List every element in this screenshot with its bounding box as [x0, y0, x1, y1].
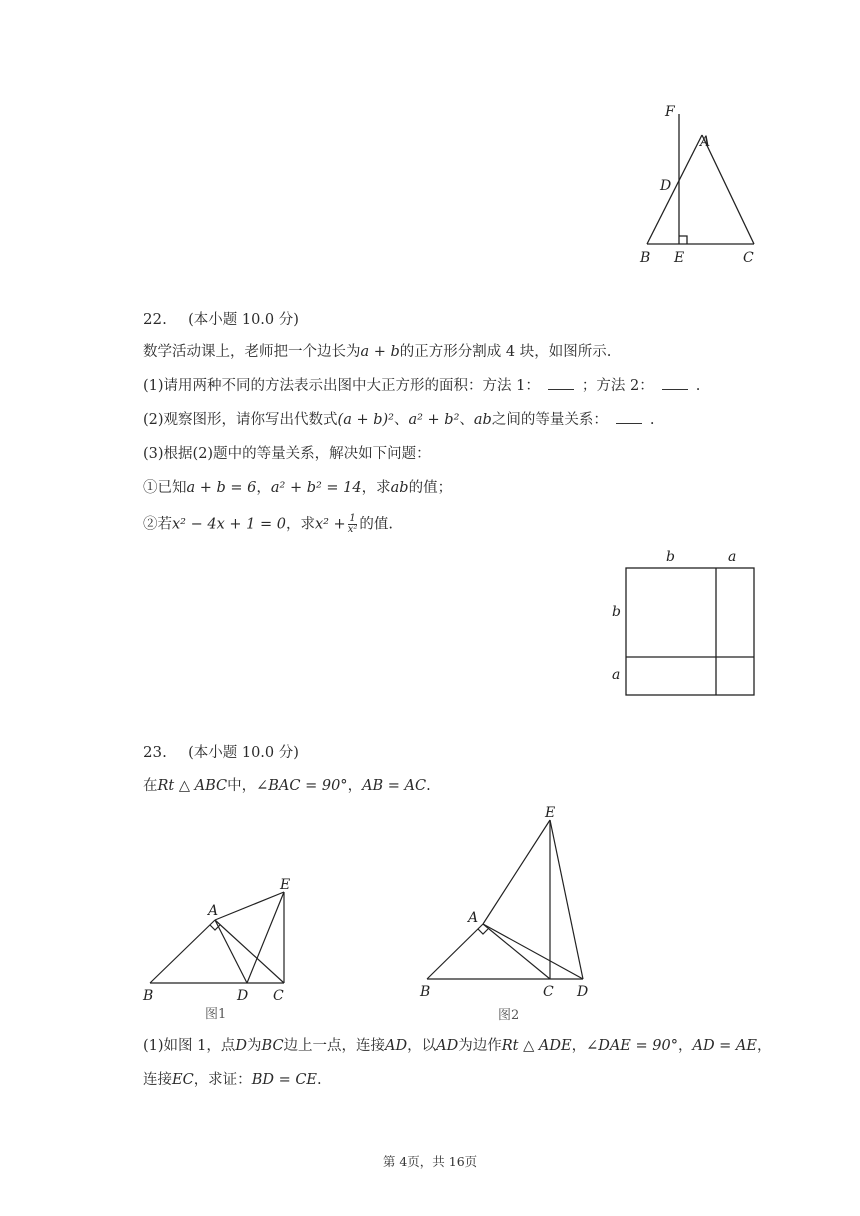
label-left-a: a [612, 667, 621, 683]
label-D: D [660, 178, 672, 194]
q23-intro-expr1: Rt △ ABC [157, 778, 228, 794]
figure-triangle-fedabc [630, 98, 770, 270]
q22-sub1-post: 的值； [408, 480, 453, 496]
answer-blank-method1[interactable] [548, 377, 574, 390]
q22-sub2-expr1: x² − 4x + 1 = 0 [172, 516, 286, 533]
q23-p1-t2: 边上一点，连接 [283, 1038, 386, 1054]
label-E: E [674, 250, 685, 266]
q23-p1-l2-e2: BD = CE [251, 1072, 318, 1088]
q23-intro-expr3: AB = AC [362, 778, 427, 794]
q23-p1-t5: ， [571, 1038, 587, 1054]
answer-blank-method2[interactable] [662, 377, 688, 390]
q23-intro-end: . [426, 778, 431, 794]
q23-part1-line2 [143, 1070, 322, 1090]
q22-part2-expr3: ab [473, 412, 492, 428]
label-C: C [743, 250, 754, 266]
q22-points: (本小题 10.0 分) [188, 312, 299, 328]
q22-sub1-expr3: ab [390, 480, 409, 496]
q22-sub1 [143, 478, 452, 498]
page-footer: 第 4页，共 16页 [382, 1154, 478, 1169]
q22-part1-end: . [695, 378, 701, 394]
q22-sub1-pre: 已知 [157, 480, 187, 496]
q23-p1-t3: ，以 [407, 1038, 437, 1054]
q23-intro [143, 776, 431, 796]
q23-p1-l2-t1: ，求证： [193, 1072, 252, 1088]
label-B: B [420, 984, 431, 1000]
figure-2-caption: 图2 [498, 1008, 520, 1023]
q22-part3: (3)根据(2)题中的等量关系，解决如下问题： [143, 446, 431, 462]
q22-sub1-expr1: a + b = 6 [186, 480, 257, 496]
label-A: A [468, 910, 479, 926]
q22-sub2-post: 的值. [359, 516, 393, 533]
label-left-b: b [612, 604, 621, 620]
label-C: C [543, 984, 554, 1000]
q22-part2-expr1: (a + b)² [337, 412, 394, 428]
q23-p1-e6: ∠DAE = 90° [586, 1038, 678, 1054]
q23-intro-comma: ， [347, 778, 363, 794]
label-D: D [577, 984, 589, 1000]
q22-sub2-mid: ，求 [285, 516, 315, 533]
figure-square-partition [605, 546, 765, 702]
label-top-b: b [666, 549, 675, 565]
q22-sub1-expr2: a² + b² = 14 [270, 480, 362, 496]
q23-p1-l2-end: . [317, 1072, 322, 1088]
label-F: F [665, 104, 675, 120]
q23-p1-t4: 为边作 [458, 1038, 502, 1054]
q22-part2-sep2: 、 [459, 412, 474, 428]
q22-part2-text: (2)观察图形，请你写出代数式 [143, 412, 338, 428]
q23-p1-e2: BC [261, 1038, 284, 1054]
q23-number: 23. [143, 743, 167, 761]
q22-part2-end: . [649, 412, 655, 428]
q22-intro-expr: a + b [360, 344, 400, 360]
q22-sub1-comma: ， [256, 480, 271, 496]
q23-intro-expr2: ∠BAC = 90° [256, 778, 348, 794]
q22-part2-post: 之间的等量关系： [491, 412, 608, 428]
q22-part2-sep1: 、 [393, 412, 409, 428]
answer-blank-relation[interactable] [616, 411, 642, 424]
q22-header [143, 309, 299, 330]
label-A: A [700, 134, 711, 150]
label-C: C [273, 988, 284, 1004]
q23-p1-t1: 为 [247, 1038, 262, 1054]
q23-p1-e7: AD = AE [692, 1038, 757, 1054]
q23-p1-l2-pre: 连接 [143, 1072, 172, 1088]
q22-part1-mid: ；方法 2： [581, 378, 654, 394]
fraction-one-over-x-squared [348, 514, 358, 535]
q23-points: (本小题 10.0 分) [188, 745, 299, 761]
q22-sub1-mid: ，求 [361, 480, 391, 496]
figure-1 [140, 872, 305, 1027]
label-B: B [143, 988, 154, 1004]
label-E: E [545, 805, 556, 821]
label-A: A [208, 903, 219, 919]
q23-intro-mid: 中， [227, 778, 257, 794]
q23-p1-t7: ， [757, 1038, 772, 1054]
q23-p1-e1: D [235, 1038, 248, 1054]
figure-1-caption: 图1 [205, 1007, 227, 1022]
q22-part1 [143, 376, 700, 396]
label-top-a: a [728, 549, 737, 565]
q22-part1-text: (1)请用两种不同的方法表示出图中大正方形的面积：方法 1： [143, 378, 540, 394]
q23-p1-e5: Rt △ ADE [501, 1038, 572, 1054]
q23-intro-pre: 在 [143, 778, 158, 794]
q22-sub2-mark: ② [143, 516, 158, 533]
label-E: E [280, 877, 291, 893]
q23-p1-e4: AD [436, 1038, 459, 1054]
q22-intro-text: 数学活动课上，老师把一个边长为 [143, 344, 361, 360]
q23-part1-line1 [143, 1036, 772, 1056]
q22-part2 [143, 410, 654, 430]
q22-sub1-mark: ① [143, 480, 158, 496]
q23-p1-pre: (1)如图 1，点 [143, 1038, 236, 1054]
fraction-numerator: 1 [349, 513, 356, 524]
q23-p1-t6: ， [677, 1038, 693, 1054]
q22-part2-expr2: a² + b² [408, 412, 460, 428]
q23-header [143, 742, 299, 763]
q22-sub2 [143, 514, 393, 535]
q22-number: 22. [143, 310, 167, 328]
q22-intro [143, 342, 611, 362]
figure-2 [415, 800, 605, 1030]
q22-sub2-expr2: x² + [314, 516, 346, 533]
q22-sub2-pre: 若 [157, 516, 172, 533]
fraction-denominator: x² [347, 524, 358, 535]
q22-intro-text-end: 的正方形分割成 4 块，如图所示. [399, 344, 612, 360]
q23-p1-e3: AD [385, 1038, 408, 1054]
label-D: D [237, 988, 249, 1004]
label-B: B [640, 250, 651, 266]
q23-p1-l2-e1: EC [172, 1072, 194, 1088]
